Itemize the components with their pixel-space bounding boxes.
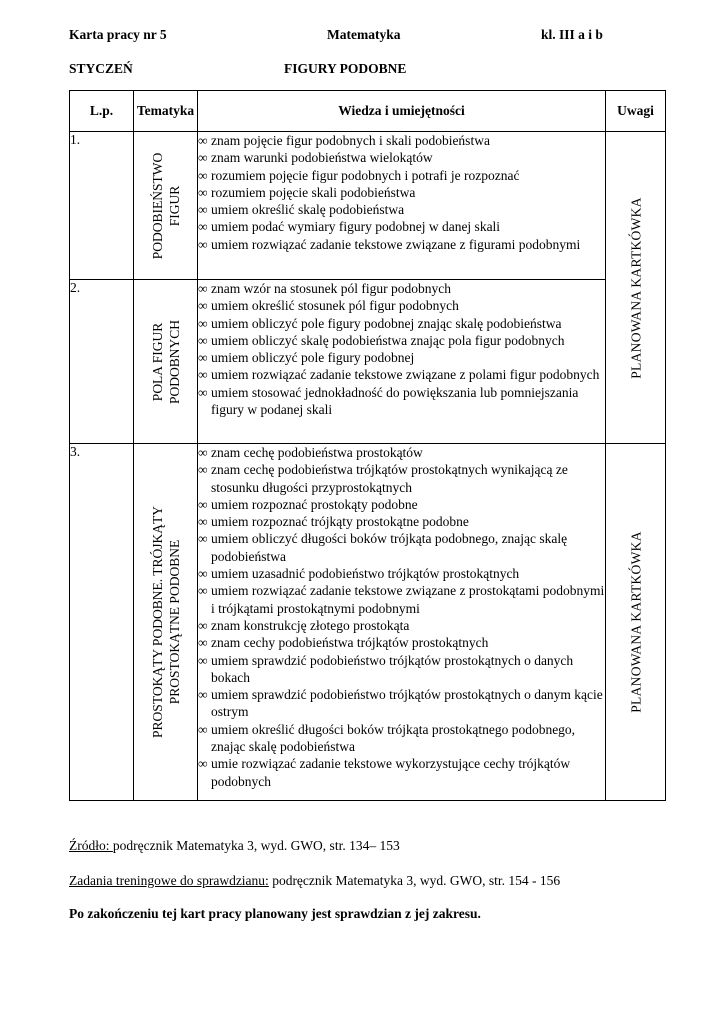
- topic-line: PROSTOKĄTY PODOBNE. TRÓJKĄTY: [149, 506, 165, 738]
- skill-item: ∞ umiem podać wymiary figury podobnej w danej skali: [198, 219, 501, 235]
- skill-item: ∞ znam pojęcie figur podobnych i skali podobieństwa: [198, 133, 490, 148]
- source-label: Źródło:: [69, 838, 113, 853]
- table-row: [70, 132, 666, 280]
- card-number: Karta pracy nr 5: [69, 27, 167, 42]
- class-label: kl. III a i b: [541, 27, 603, 42]
- row-topic: [134, 444, 198, 801]
- skills-table: [69, 90, 666, 801]
- table-header-row: [70, 91, 666, 132]
- row-remarks: [606, 132, 666, 444]
- skill-item: ∞ umiem uzasadnić podobieństwo trójkątów prostokątnych: [198, 566, 520, 582]
- skill-item: ∞ umiem obliczyć skalę podobieństwa znając pola figur podobnych: [198, 332, 565, 348]
- column-header-topic: Tematyka: [134, 91, 198, 132]
- source-text: podręcznik Matematyka 3, wyd. GWO, str. 134– 153: [112, 838, 400, 853]
- row-topic: [134, 280, 198, 444]
- topic-line: PROSTOKĄTNE PODOBNE: [166, 539, 182, 705]
- row-remarks: [606, 444, 666, 801]
- row-number: 3.: [70, 444, 134, 801]
- row-skills: [198, 132, 606, 280]
- skill-item: ∞ rozumiem pojęcie skali podobieństwa: [198, 184, 416, 200]
- row-number: 1.: [70, 132, 134, 280]
- skill-item: ∞ umiem określić stosunek pól figur podobnych: [198, 298, 459, 314]
- skill-item: ∞ znam konstrukcję złotego prostokąta: [198, 617, 410, 633]
- column-header-lp: L.p.: [70, 91, 134, 132]
- skill-item: ∞ umiem określić skalę podobieństwa: [198, 202, 405, 218]
- table-row: [70, 444, 666, 801]
- skill-item: ∞ umiem obliczyć pole figury podobnej znając skalę podobieństwa: [198, 315, 562, 331]
- skill-item: ∞ znam cechę podobieństwa trójkątów prostokątnych wynikającą ze stosunku długości przyprostokątnych: [198, 462, 568, 495]
- skill-item: ∞ znam cechy podobieństwa trójkątów prostokątnych: [198, 635, 489, 651]
- row-number: 2.: [70, 280, 134, 444]
- skill-item: ∞ umiem sprawdzić podobieństwo trójkątów prostokątnych o danych bokach: [198, 652, 574, 685]
- table-row: [70, 280, 666, 444]
- remark-text: PLANOWANA KARTKÓWKA: [628, 196, 643, 379]
- skill-item: ∞ znam warunki podobieństwa wielokątów: [198, 150, 433, 166]
- skill-item: ∞ umiem obliczyć długości boków trójkąta podobnego, znając skalę podobieństwa: [198, 531, 568, 564]
- subject: Matematyka: [327, 27, 401, 42]
- remark-text: PLANOWANA KARTKÓWKA: [628, 531, 643, 713]
- topic-line: FIGUR: [166, 185, 182, 226]
- skill-item: ∞ umiem stosować jednokładność do powiększania lub pomniejszania figury w podanej skali: [198, 384, 579, 418]
- row-skills: [198, 444, 606, 801]
- topic-title: FIGURY PODOBNE: [284, 61, 407, 76]
- source-line: [69, 838, 400, 854]
- skill-item: ∞ znam wzór na stosunek pól figur podobnych: [198, 281, 451, 296]
- column-header-remarks: Uwagi: [606, 91, 666, 132]
- skill-item: ∞ umie rozwiązać zadanie tekstowe wykorzystujące cechy trójkątów podobnych: [198, 756, 571, 789]
- row-topic: [134, 132, 198, 280]
- topic-line: POLA FIGUR: [149, 322, 165, 401]
- skill-item: ∞ umiem rozwiązać zadanie tekstowe związane z polami figur podobnych: [198, 367, 600, 383]
- topic-line: PODOBNYCH: [166, 319, 182, 404]
- skill-item: ∞ rozumiem pojęcie figur podobnych i potrafi je rozpoznać: [198, 167, 520, 183]
- skill-item: ∞ umiem rozpoznać trójkąty prostokątne podobne: [198, 514, 469, 530]
- topic-line: PODOBIEŃSTWO: [149, 152, 165, 259]
- skill-item: ∞ umiem obliczyć pole figury podobnej: [198, 350, 415, 366]
- skill-item: ∞ umiem określić długości boków trójkąta prostokątnego podobnego, znając skalę podobieństwa: [198, 721, 576, 755]
- skill-item: ∞ umiem rozwiązać zadanie tekstowe związane z prostokątami podobnymi i trójkątami prostokątnymi podobnymi: [198, 583, 605, 616]
- closing-note: Po zakończeniu tej kart pracy planowany jest sprawdzian z jej zakresu.: [69, 906, 481, 921]
- skill-item: ∞ umiem rozwiązać zadanie tekstowe związane z figurami podobnymi: [198, 236, 581, 252]
- column-header-skills: Wiedza i umiejętności: [198, 91, 606, 132]
- month: STYCZEŃ: [69, 61, 133, 76]
- skill-item: ∞ umiem rozpoznać prostokąty podobne: [198, 496, 418, 512]
- skill-item: ∞ umiem sprawdzić podobieństwo trójkątów prostokątnych o danym kącie ostrym: [198, 687, 603, 720]
- row-skills: [198, 280, 606, 444]
- training-label: Zadania treningowe do sprawdzianu:: [69, 873, 269, 888]
- training-text: podręcznik Matematyka 3, wyd. GWO, str. 154 - 156: [268, 873, 561, 888]
- skill-item: ∞ znam cechę podobieństwa prostokątów: [198, 445, 423, 460]
- training-line: [69, 873, 560, 889]
